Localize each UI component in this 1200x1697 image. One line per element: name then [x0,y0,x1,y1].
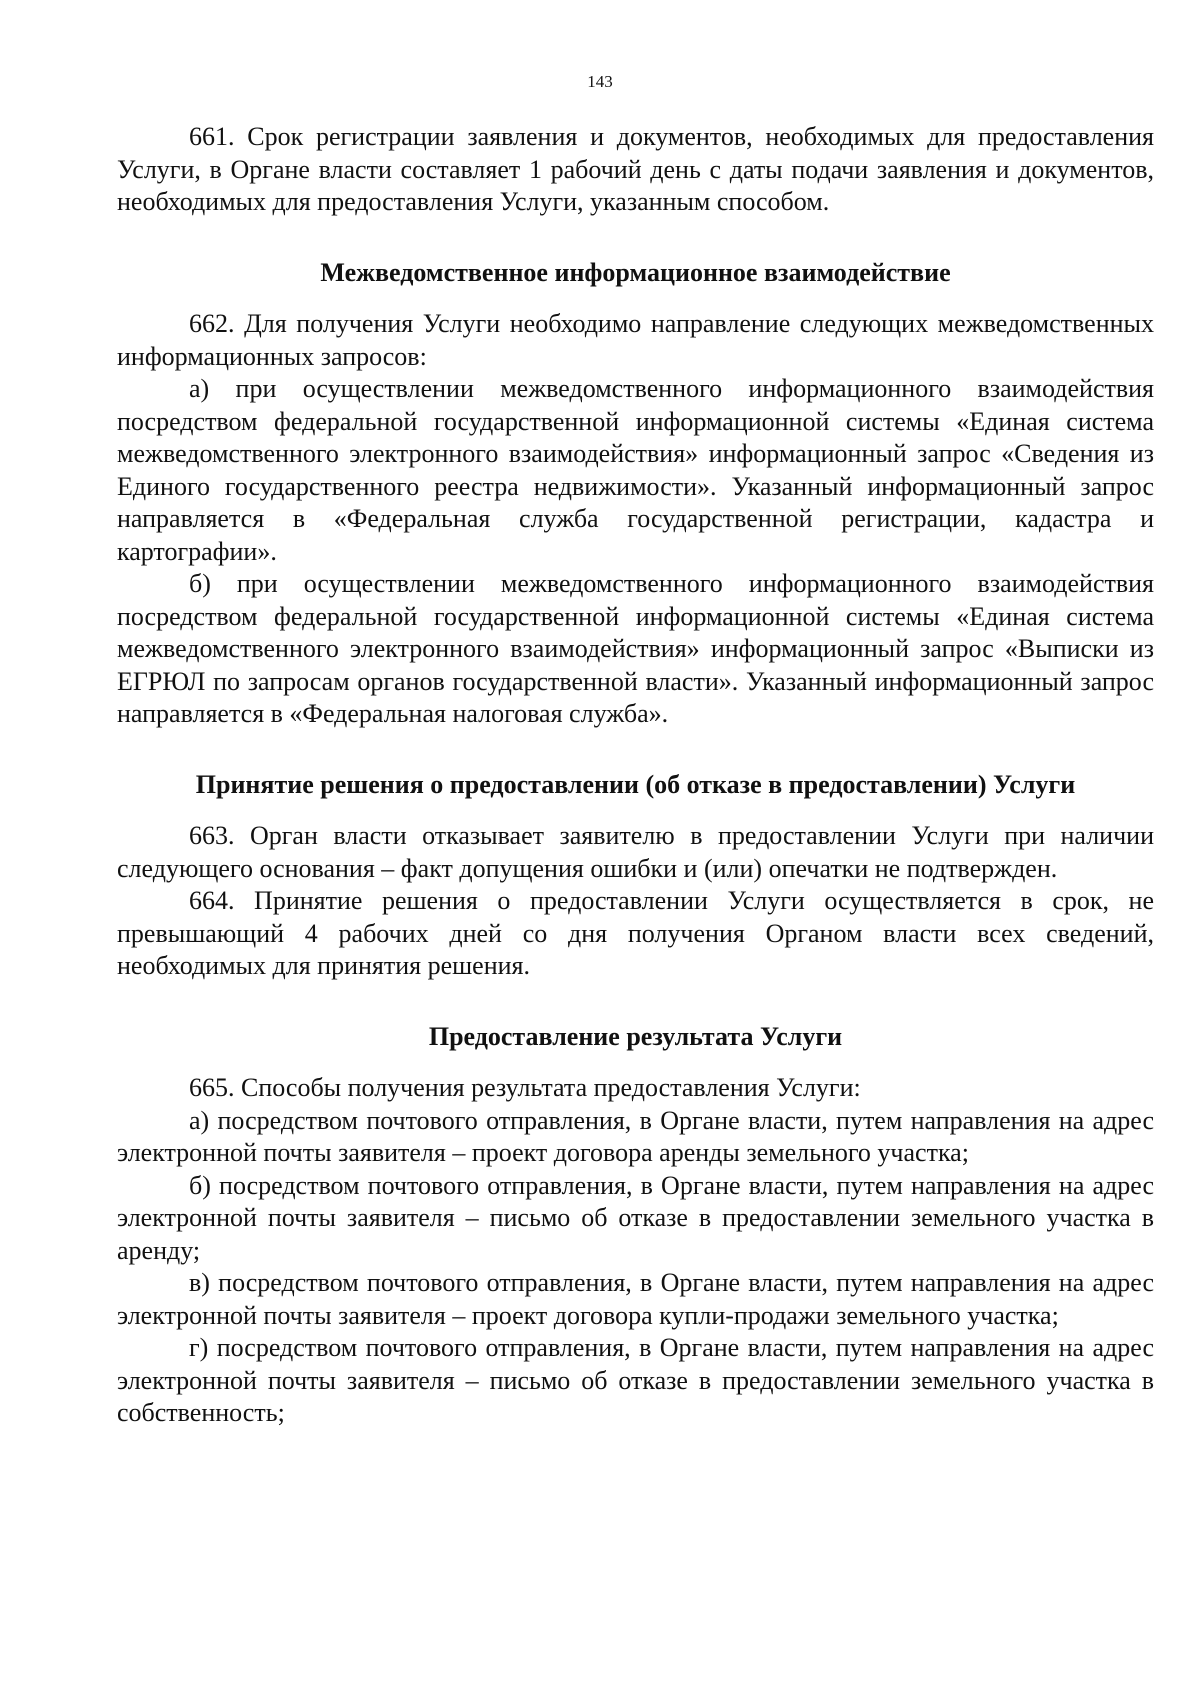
section-heading-result: Предоставление результата Услуги [428,1021,843,1051]
paragraph-663: 663. Орган власти отказывает заявителю в предоставлении Услуги при наличии следующего основания – факт допущения ошибки и (или) опечатки не подтвержден. [117,821,1154,883]
section-heading-interagency: Межведомственное информационное взаимодействие [320,257,951,287]
paragraph-665: 665. Способы получения результата предоставления Услуги: [189,1073,861,1102]
paragraph-661: 661. Срок регистрации заявления и документов, необходимых для предоставления Услуги, в Органе власти составляет 1 рабочий день с даты подачи заявления и документов, необходимых для предоставления Услуги, указанным способом. [117,122,1154,216]
paragraph-665-a: а) посредством почтового отправления, в Органе власти, путем направления на адрес электронной почты заявителя – проект договора аренды земельного участка; [117,1105,1154,1167]
paragraph-662-a: а) при осуществлении межведомственного информационного взаимодействия посредством федеральной государственной информационной системы «Единая система межведомственного электронного взаимодействия» информационный запрос «Сведения из Единого государственного реестра недвижимости». Указанный информационный запрос направляется в «Федеральная служба государственной регистрации, кадастра и картографии». [117,374,1154,566]
paragraph-664: 664. Принятие решения о предоставлении Услуги осуществляется в срок, не превышающий 4 рабочих дней со дня получения Органом власти всех сведений, необходимых для принятия решения. [117,886,1154,980]
document-body [117,121,1154,1430]
section-heading-decision: Принятие решения о предоставлении (об отказе в предоставлении) Услуги [195,769,1076,799]
paragraph-662: 662. Для получения Услуги необходимо направление следующих межведомственных информационных запросов: [117,309,1154,371]
paragraph-665-v: в) посредством почтового отправления, в Органе власти, путем направления на адрес электронной почты заявителя – проект договора купли-продажи земельного участка; [117,1268,1154,1330]
page-number: 143 [587,72,613,91]
paragraph-662-b: б) при осуществлении межведомственного информационного взаимодействия посредством федеральной государственной информационной системы «Единая система межведомственного электронного взаимодействия» информационный запрос «Выписки из ЕГРЮЛ по запросам органов государственной власти». Указанный информационный запрос направляется в «Федеральная налоговая служба». [117,569,1154,728]
paragraph-665-g: г) посредством почтового отправления, в Органе власти, путем направления на адрес электронной почты заявителя – письмо об отказе в предоставлении земельного участка в собственность; [117,1333,1154,1427]
paragraph-665-b: б) посредством почтового отправления, в Органе власти, путем направления на адрес электронной почты заявителя – письмо об отказе в предоставлении земельного участка в аренду; [117,1170,1154,1265]
